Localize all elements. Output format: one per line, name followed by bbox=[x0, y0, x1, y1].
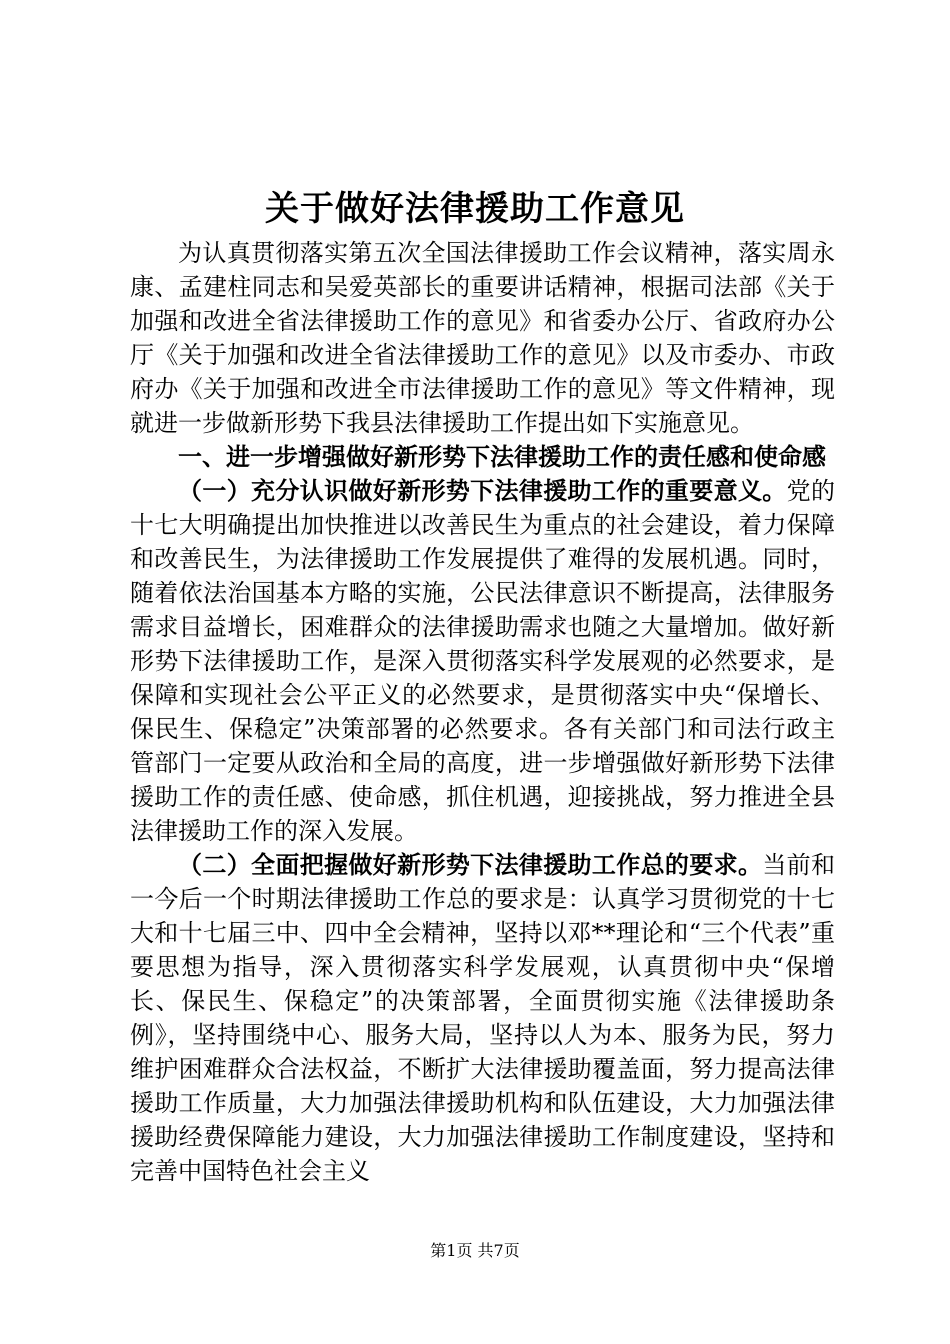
section-heading-1: 一、进一步增强做好新形势下法律援助工作的责任感和使命感 bbox=[178, 443, 826, 471]
intro-paragraph: 为认真贯彻落实第五次全国法律援助工作会议精神，落实周永康、孟建柱同志和吴爱英部长的重要讲话精神，根据司法部《关于加强和改进全省法律援助工作的意见》和省委办公厅、省政府办公厅《关于加强和改进全省法律援助工作的意见》以及市委办、市政府办《关于加强和改进全市法律援助工作的意见》等文件精神，现就进一步做新形势下我县法律援助工作提出如下实施意见。 bbox=[130, 239, 835, 437]
subsection-1-paragraph bbox=[130, 474, 835, 848]
document-title: 关于做好法律援助工作意见 bbox=[265, 189, 685, 229]
subsection-2-text: 当前和一今后一个时期法律援助工作总的要求是：认真学习贯彻党的十七大和十七届三中、四中全会精神，坚持以邓**理论和“三个代表”重要思想为指导，深入贯彻落实科学发展观，认真贯彻中央“保增长、保民生、保稳定”的决策部署，全面贯彻实施《法律援助条例》，坚持围绕中心、服务大局，坚持以人为本、服务为民，努力维护困难群众合法权益，不断扩大法律援助覆盖面，努力提高法律援助工作质量，大力加强法律援助机构和队伍建设，大力加强法律援助经费保障能力建设，大力加强法律援助工作制度建设，坚持和完善中国特色社会主义 bbox=[130, 851, 836, 1185]
subsection-1-text: 党的十七大明确提出加快推进以改善民生为重点的社会建设，着力保障和改善民生，为法律援助工作发展提供了难得的发展机遇。同时，随着依法治国基本方略的实施，公民法律意识不断提高，法律服务需求目益增长，困难群众的法律援助需求也随之大量增加。做好新形势下法律援助工作，是深入贯彻落实科学发展观的必然要求，是保障和实现社会公平正义的必然要求，是贯彻落实中央“保增长、保民生、保稳定”决策部署的必然要求。各有关部门和司法行政主管部门一定要从政治和全局的高度，进一步增强做好新形势下法律援助工作的责任感、使命感，抓住机遇，迎接挑战，努力推进全县法律援助工作的深入发展。 bbox=[130, 477, 836, 845]
document-body bbox=[130, 236, 835, 1188]
subsection-2-heading: （二）全面把握做好新形势下法律援助工作总的要求。 bbox=[178, 851, 763, 879]
subsection-1-heading: （一）充分认识做好新形势下法律援助工作的重要意义。 bbox=[178, 477, 787, 505]
subsection-2-paragraph bbox=[130, 848, 835, 1188]
page-footer: 第1页 共7页 bbox=[430, 1241, 520, 1260]
